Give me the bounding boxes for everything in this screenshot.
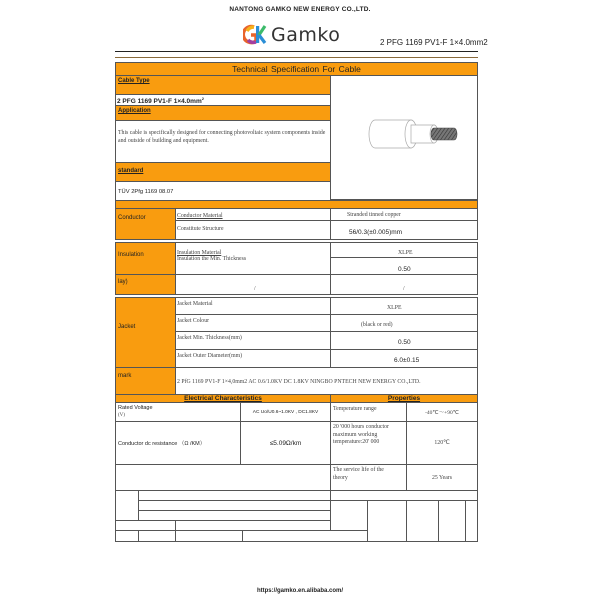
insulation-thickness-value: 0.50 bbox=[398, 266, 411, 273]
jacket-material-value: XLPE bbox=[387, 305, 402, 311]
application-header bbox=[115, 105, 331, 121]
jacket-row-2-name-cell bbox=[175, 314, 331, 332]
jacket-diameter-name: Jacket Outer Diameter(mm) bbox=[177, 353, 243, 359]
cable-illustration-icon bbox=[331, 76, 478, 200]
brand-logo bbox=[243, 22, 340, 48]
model-number: 2 PFG 1169 PV1-F 1×4.0mm2 bbox=[380, 38, 488, 47]
empty-electrical-cell bbox=[115, 464, 331, 491]
footer-url[interactable]: https://gamko.en.alibaba.com/ bbox=[256, 588, 343, 594]
rated-voltage-value-cell bbox=[240, 402, 331, 422]
conductor-label-cell bbox=[115, 208, 176, 240]
mark-value-cell bbox=[175, 367, 478, 395]
temperature-range-value: -40℃～+90℃ bbox=[425, 410, 459, 416]
cable-image-cell bbox=[330, 75, 478, 200]
property-row-3-name-cell bbox=[330, 464, 407, 491]
grid-cell bbox=[438, 500, 466, 542]
standard-label: standard bbox=[118, 168, 144, 174]
service-life-value: 25 Years bbox=[432, 474, 452, 481]
properties-header: Properties bbox=[387, 395, 421, 402]
grid-cell bbox=[115, 490, 139, 521]
resistance-label: Conductor dc resistance （Ω /KM） bbox=[118, 441, 206, 447]
insulation-material-value: XLPE bbox=[398, 250, 413, 256]
jacket-diameter-value: 6.0±0.15 bbox=[394, 357, 420, 364]
property-row-1-value-cell bbox=[406, 402, 478, 422]
standard-value: TÜV 2Pfg 1169 08.07 bbox=[118, 189, 174, 195]
constitute-structure-value: 56/0.3(±0.005)mm bbox=[349, 229, 403, 236]
grid-cell bbox=[367, 500, 407, 542]
company-name: NANTONG GAMKO NEW ENERGY CO.,LTD. bbox=[229, 6, 371, 13]
lay-value-a-cell bbox=[175, 274, 331, 295]
jacket-row-3-name-cell bbox=[175, 331, 331, 350]
grid-cell bbox=[115, 530, 139, 542]
conductor-row-2-name-cell bbox=[175, 220, 331, 240]
cable-type-superscript: 2 bbox=[201, 96, 204, 101]
resistance-value: ≤5.09Ω/km bbox=[269, 439, 302, 447]
grid-cell bbox=[242, 530, 368, 542]
lay-value-b: / bbox=[403, 286, 405, 292]
insulation-material-name: Insulation Material bbox=[177, 250, 222, 256]
grid-cell bbox=[406, 500, 439, 542]
grid-cell bbox=[465, 500, 478, 542]
jacket-row-1-name-cell bbox=[175, 297, 331, 315]
grid-cell bbox=[330, 500, 368, 531]
constitute-structure-name: Constitute Structure bbox=[177, 226, 224, 232]
service-life-name: The service life of the theory bbox=[333, 467, 384, 481]
jacket-row-3-value-cell bbox=[330, 331, 478, 350]
jacket-label: Jacket bbox=[118, 324, 136, 330]
header-rule bbox=[115, 51, 478, 52]
insulation-thickness-name: Insulation the Min. Thickness bbox=[177, 256, 247, 262]
spec-title-bar bbox=[115, 62, 478, 76]
standard-value-cell bbox=[115, 181, 331, 201]
rated-voltage-value: AC Uo/U0.6~1.0KV , DC1.8KV bbox=[252, 409, 319, 415]
property-row-3-value-cell bbox=[406, 464, 478, 491]
header-rule-secondary bbox=[115, 57, 478, 58]
electrical-header: Electrical Characteristics bbox=[184, 395, 262, 402]
application-label: Application bbox=[118, 108, 151, 114]
jacket-row-2-value-cell bbox=[330, 314, 478, 332]
insulation-label-cell bbox=[115, 242, 176, 275]
conductor-label: Conductor bbox=[118, 215, 146, 221]
conductor-material-value: Stranded tinned copper bbox=[347, 212, 401, 218]
insulation-label: Insulation bbox=[118, 252, 144, 258]
max-working-temp-name: 20 '000 hours conductor maximum working temperature:20' 000 bbox=[333, 424, 389, 445]
conductor-row-2-value-cell bbox=[330, 220, 478, 240]
jacket-row-1-value-cell bbox=[330, 297, 478, 315]
jacket-row-4-value-cell bbox=[330, 349, 478, 368]
jacket-thickness-name: Jacket Min. Thickness(mm) bbox=[177, 335, 242, 341]
lay-value-a: / bbox=[254, 286, 256, 292]
jacket-colour-value: (black or red) bbox=[361, 322, 393, 328]
application-text: This cable is specifically designed for connecting photovoltaic system components inside and outside of building and equipment. bbox=[118, 130, 326, 144]
brand-name: Gamko bbox=[271, 24, 341, 46]
application-text-cell bbox=[115, 120, 331, 163]
property-row-2-value-cell bbox=[406, 421, 478, 465]
insulation-row-2-value-cell bbox=[330, 257, 478, 275]
cable-type-value: 2 PFG 1169 PV1-F 1×4.0mm bbox=[117, 98, 202, 106]
mark-label: mark bbox=[118, 373, 132, 379]
lay-value-b-cell bbox=[330, 274, 478, 295]
lay-label: lay) bbox=[118, 279, 128, 285]
resistance-value-cell bbox=[240, 421, 331, 465]
jacket-label-cell bbox=[115, 297, 176, 368]
cable-type-label: Cable Type bbox=[118, 78, 150, 84]
jacket-row-4-name-cell bbox=[175, 349, 331, 368]
rated-voltage-unit: (V) bbox=[118, 413, 125, 418]
jacket-colour-name: Jacket Colour bbox=[177, 318, 210, 324]
grid-cell bbox=[138, 530, 176, 542]
property-row-2-name-cell bbox=[330, 421, 407, 465]
lay-label-cell bbox=[115, 274, 176, 295]
temperature-range-name: Temperature range bbox=[333, 406, 377, 412]
resistance-label-cell bbox=[115, 421, 241, 465]
property-row-1-name-cell bbox=[330, 402, 407, 422]
insulation-row-1-value-cell bbox=[330, 242, 478, 258]
jacket-thickness-value: 0.50 bbox=[398, 339, 411, 346]
conductor-material-name: Conductor Material bbox=[177, 213, 223, 219]
spec-title: Technical Specification For Cable bbox=[232, 64, 361, 74]
gk-logo-icon bbox=[243, 23, 267, 47]
mark-value: 2 PfG 1169 PV1-F 1×4,0mm2 AC 0.6/1.0KV DC 1.8KV NINGBO PNTECH NEW ENERGY CO.,LTD. bbox=[177, 379, 421, 385]
jacket-material-name: Jacket Material bbox=[177, 301, 213, 307]
cable-type-header bbox=[115, 75, 331, 95]
mark-label-cell bbox=[115, 367, 176, 395]
max-working-temp-value: 120℃ bbox=[434, 440, 450, 446]
rated-voltage-label: Rated Voltage bbox=[118, 405, 153, 411]
insulation-names-cell bbox=[175, 242, 331, 275]
rated-voltage-label-cell bbox=[115, 402, 241, 422]
grid-cell bbox=[175, 530, 243, 542]
standard-header bbox=[115, 162, 331, 182]
